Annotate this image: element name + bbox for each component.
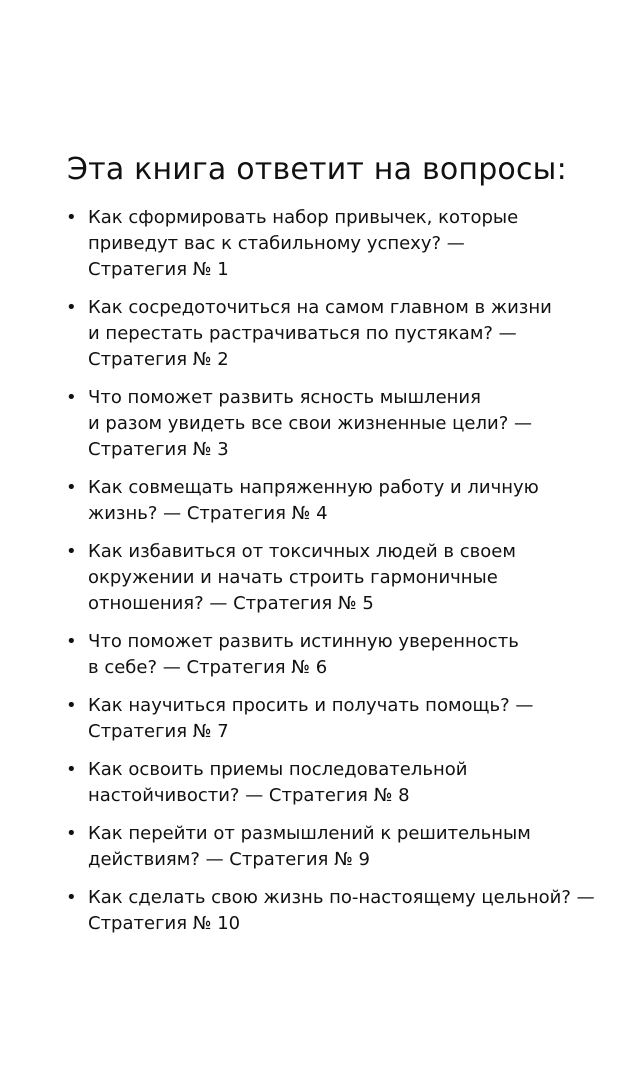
list-item bbox=[66, 385, 586, 463]
bullet-icon: • bbox=[66, 207, 77, 228]
questions-list bbox=[66, 205, 595, 949]
item-line: отношения? — Стратегия № 5 bbox=[88, 593, 374, 614]
bullet-icon: • bbox=[66, 759, 77, 780]
bullet-icon: • bbox=[66, 887, 77, 908]
item-line: действиям? — Стратегия № 9 bbox=[88, 849, 370, 870]
item-line: Стратегия № 2 bbox=[88, 349, 229, 370]
bullet-icon: • bbox=[66, 297, 77, 318]
list-item bbox=[66, 693, 586, 745]
item-line: Как избавиться от токсичных людей в своем bbox=[88, 541, 516, 562]
item-line: и разом увидеть все свои жизненные цели? — bbox=[88, 413, 532, 434]
bullet-icon: • bbox=[66, 541, 77, 562]
item-line: Стратегия № 7 bbox=[88, 721, 229, 742]
item-line: Как освоить приемы последовательной bbox=[88, 759, 468, 780]
list-item bbox=[66, 629, 586, 681]
item-line: и перестать растрачиваться по пустякам? — bbox=[88, 323, 517, 344]
bullet-icon: • bbox=[66, 631, 77, 652]
page-heading: Эта книга ответит на вопросы: bbox=[67, 152, 567, 187]
item-line: настойчивости? — Стратегия № 8 bbox=[88, 785, 410, 806]
list-item bbox=[66, 539, 586, 617]
list-item bbox=[66, 205, 586, 283]
item-line: в себе? — Стратегия № 6 bbox=[88, 657, 328, 678]
list-item bbox=[66, 757, 586, 809]
item-line: Стратегия № 3 bbox=[88, 439, 229, 460]
item-line: приведут вас к стабильному успеху? — bbox=[88, 233, 465, 254]
item-line: окружении и начать строить гармоничные bbox=[88, 567, 498, 588]
item-line: Как научиться просить и получать помощь? — bbox=[88, 695, 534, 716]
list-item bbox=[66, 821, 586, 873]
list-item bbox=[66, 295, 586, 373]
item-line: Как сосредоточиться на самом главном в жизни bbox=[88, 297, 552, 318]
bullet-icon: • bbox=[66, 477, 77, 498]
item-line: Как сформировать набор привычек, которые bbox=[88, 207, 519, 228]
item-line: Как перейти от размышлений к решительным bbox=[88, 823, 531, 844]
item-line: Как совмещать напряженную работу и личную bbox=[88, 477, 539, 498]
list-item bbox=[66, 885, 595, 937]
list-item bbox=[66, 475, 586, 527]
item-line: Стратегия № 1 bbox=[88, 259, 229, 280]
item-line: Что поможет развить ясность мышления bbox=[88, 387, 481, 408]
item-line: Как сделать свою жизнь по-настоящему цельной? — bbox=[88, 887, 595, 908]
bullet-icon: • bbox=[66, 387, 77, 408]
item-line: Что поможет развить истинную уверенность bbox=[88, 631, 519, 652]
item-line: Стратегия № 10 bbox=[88, 913, 241, 934]
bullet-icon: • bbox=[66, 695, 77, 716]
item-line: жизнь? — Стратегия № 4 bbox=[88, 503, 328, 524]
bullet-icon: • bbox=[66, 823, 77, 844]
